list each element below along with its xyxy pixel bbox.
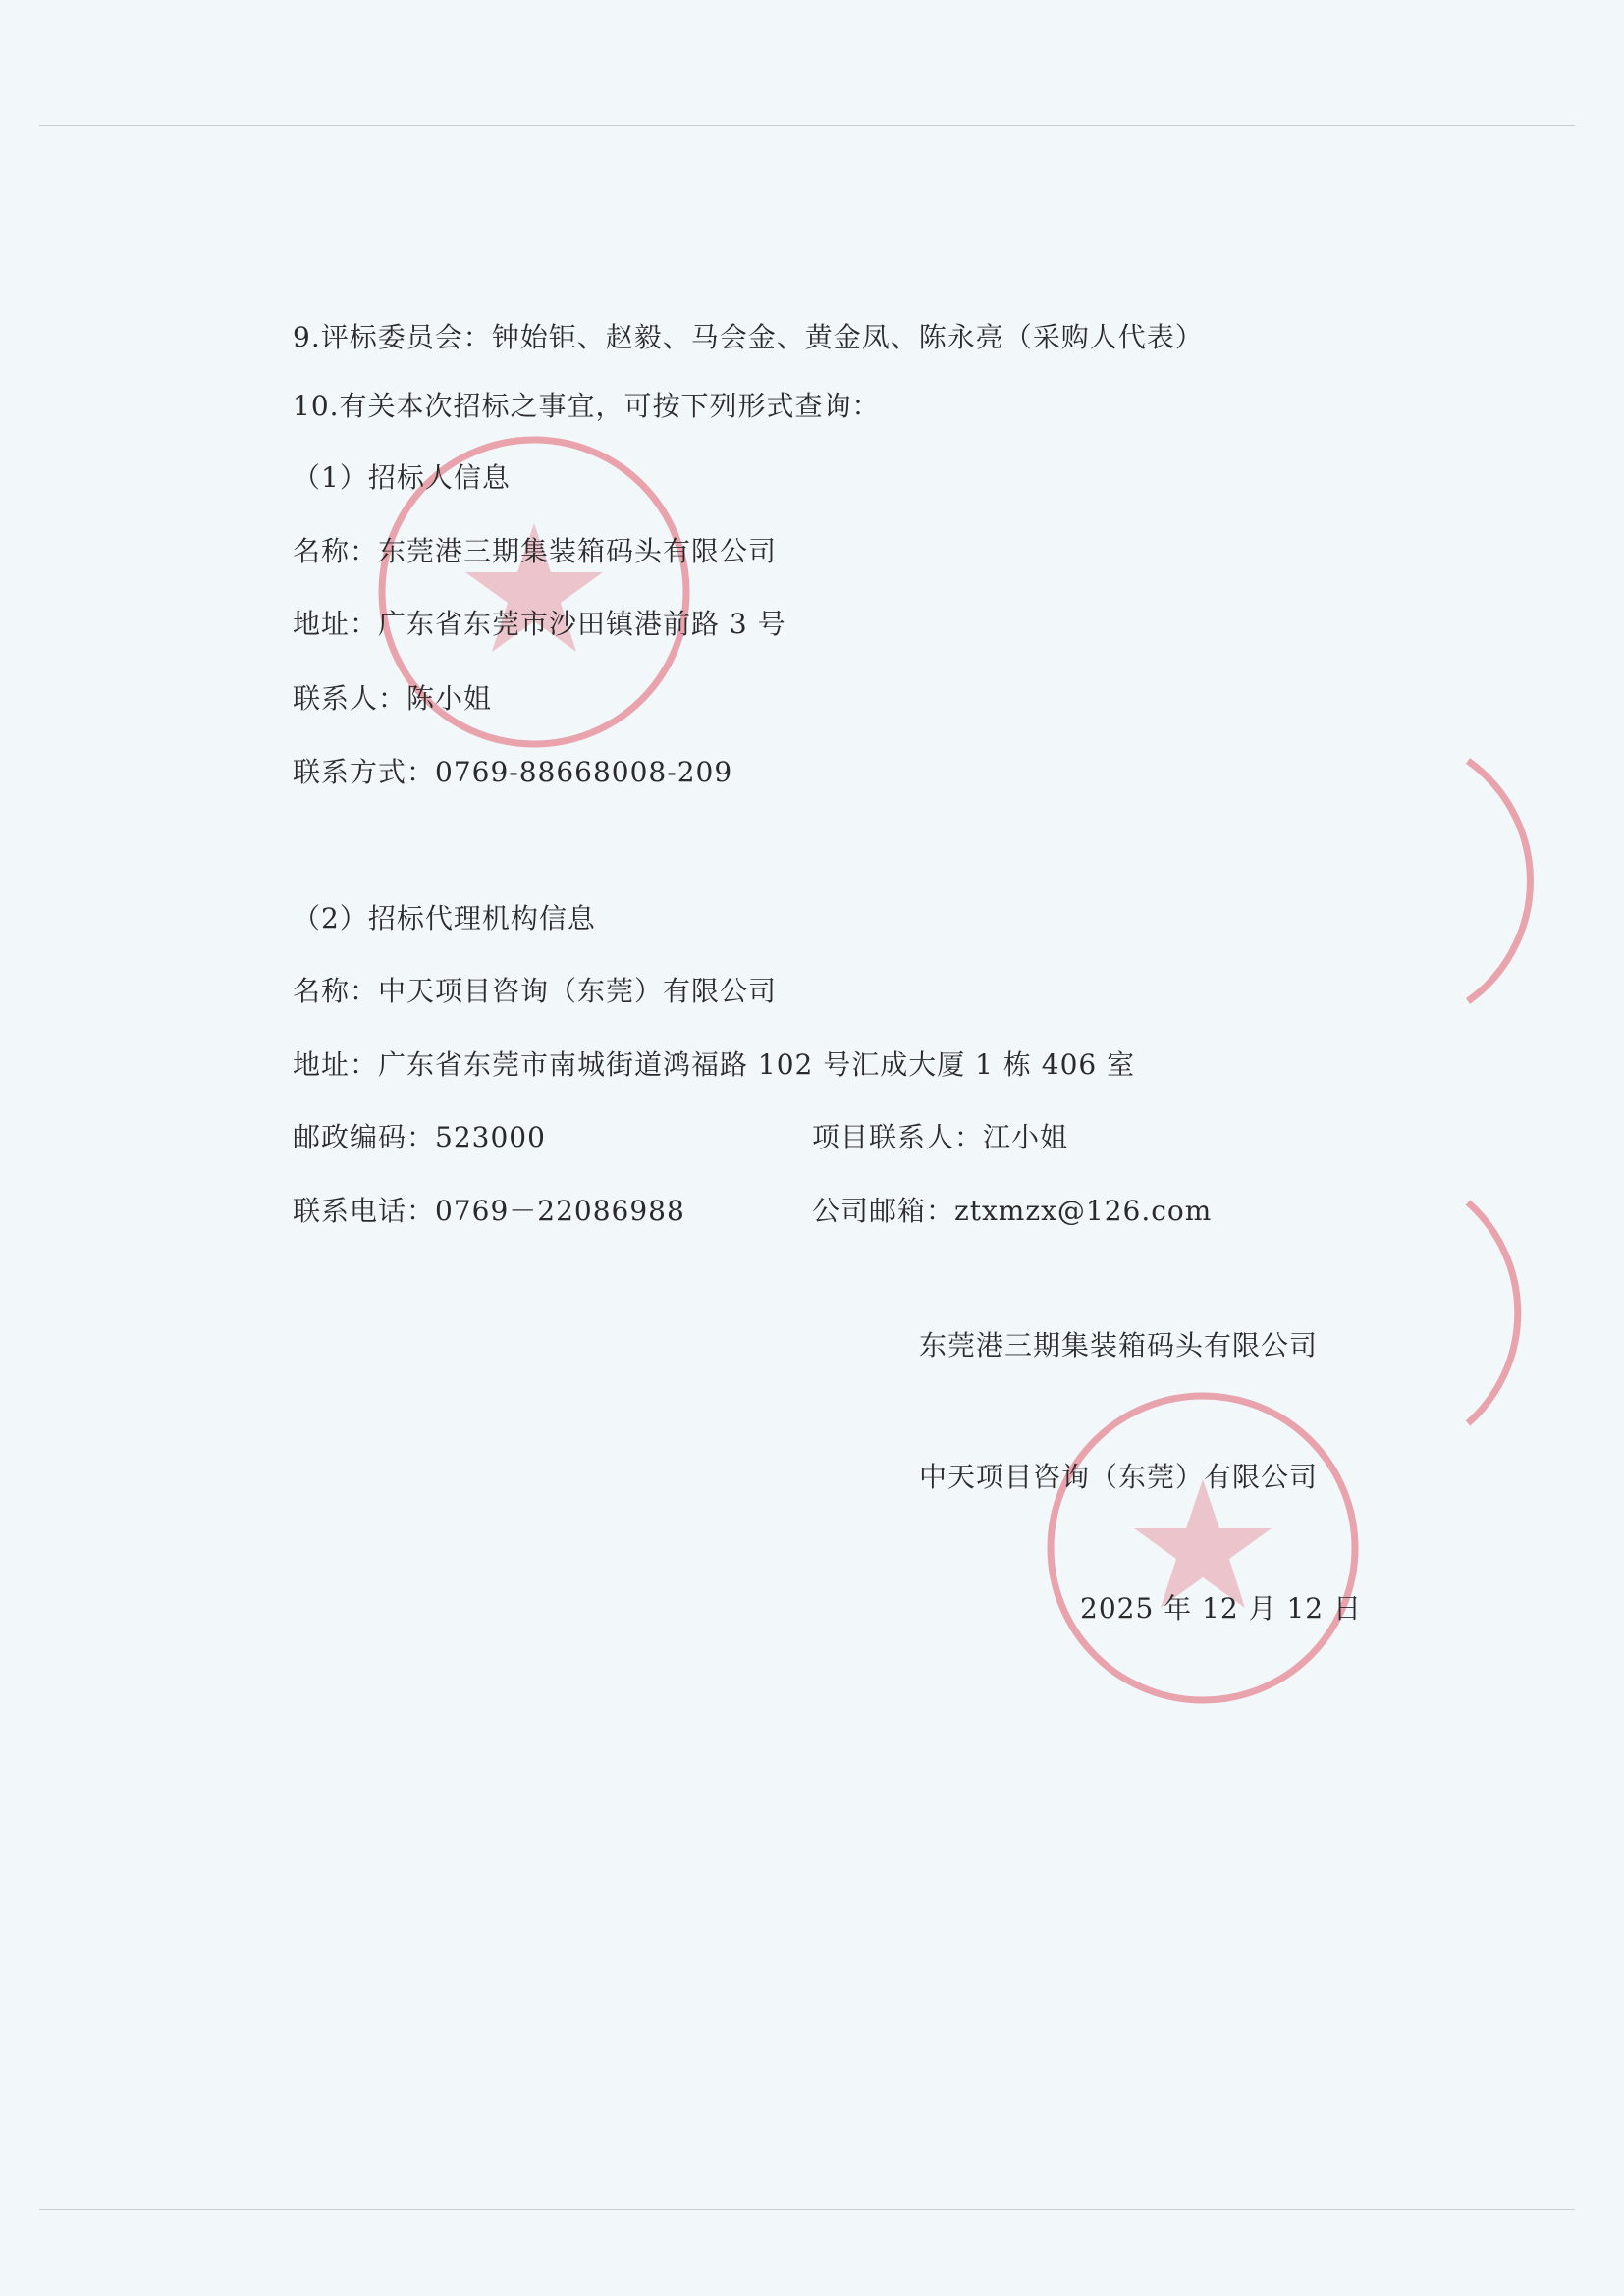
agency-name: 名称：中天项目咨询（东莞）有限公司 — [293, 975, 778, 1007]
inquiry-intro: 10.有关本次招标之事宜，可按下列形式查询： — [293, 390, 881, 422]
tenderer-heading: （1）招标人信息 — [293, 461, 511, 494]
agency-heading: （2）招标代理机构信息 — [293, 902, 596, 934]
agency-email: 公司邮箱：ztxmzx@126.com — [812, 1195, 1213, 1227]
committee-line: 9.评标委员会：钟始钜、赵毅、马会金、黄金凤、陈永亮（采购人代表） — [293, 321, 1204, 353]
agency-seal-stamp — [1041, 1386, 1365, 1710]
seam-stamp-partial-1 — [1463, 756, 1581, 1011]
tenderer-address: 地址：广东省东莞市沙田镇港前路 3 号 — [293, 608, 786, 640]
seam-stamp-partial-2 — [1463, 1198, 1581, 1433]
footer-rule — [39, 2209, 1575, 2210]
signature-company-1: 东莞港三期集装箱码头有限公司 — [919, 1329, 1319, 1362]
agency-project-contact: 项目联系人：江小姐 — [812, 1121, 1069, 1153]
agency-postcode: 邮政编码：523000 — [293, 1121, 546, 1153]
header-rule — [39, 125, 1575, 126]
tenderer-contact: 联系人：陈小姐 — [293, 682, 493, 715]
agency-address: 地址：广东省东莞市南城街道鸿福路 102 号汇成大厦 1 栋 406 室 — [293, 1048, 1136, 1081]
tenderer-name: 名称：东莞港三期集装箱码头有限公司 — [293, 535, 778, 567]
signature-company-2: 中天项目咨询（东莞）有限公司 — [919, 1461, 1319, 1493]
agency-phone: 联系电话：0769－22086988 — [293, 1195, 685, 1227]
signature-date: 2025 年 12 月 12 日 — [1080, 1592, 1363, 1625]
tenderer-phone: 联系方式：0769-88668008-209 — [293, 756, 733, 788]
